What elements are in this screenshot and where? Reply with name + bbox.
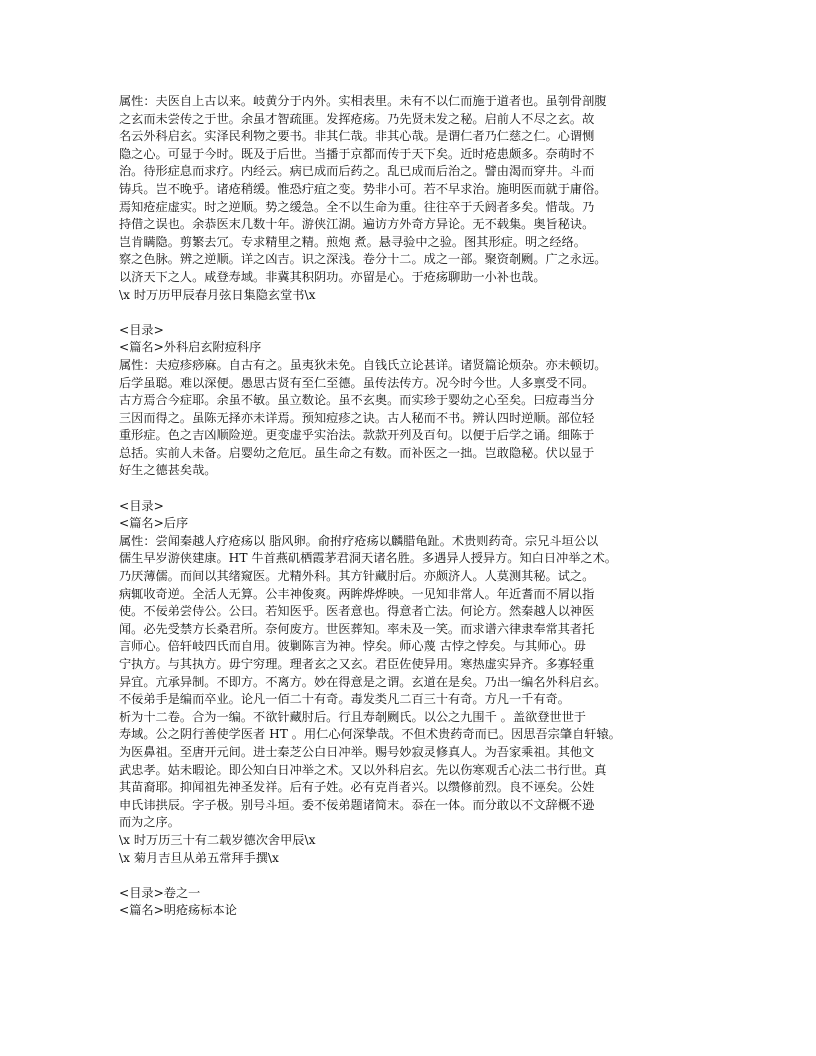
text-line: \x 时万历三十有二载岁德次舍甲辰\x <box>119 832 316 847</box>
text-line: 乃厌薄儒。而间以其绪窥医。尤精外科。其方针藏肘后。亦颇济人。人莫测其秘。试之。 <box>119 569 595 584</box>
text-section <box>119 498 699 867</box>
text-line: 其苗裔耶。抑闻祖先神圣发祥。后有子姓。必有克肖者兴。以缵修前烈。良不诬矣。公姓 <box>119 780 595 795</box>
text-line: 持借之误也。余恭医末几数十年。游侠江湖。遍访方外奇方异论。无不载集。奥旨秘诀。 <box>119 217 595 232</box>
section-gap <box>119 304 699 322</box>
text-line: 病辄收奇逆。全活人无算。公丰神俊爽。两眸烨烨映。一见知非常人。年近耆而不屑以指 <box>119 586 595 601</box>
text-line: 析为十二卷。合为一编。不欲针藏肘后。行且寿剞劂氏。以公之九围千 。盖欲登世世于 <box>119 709 586 724</box>
section-gap <box>119 867 699 885</box>
text-line: 寿域。公之阴行善使学医者 HT 。用仁心何深挚哉。不但术贵药奇而已。因思吾宗肇自轩辕。 <box>119 727 621 742</box>
text-line: 申氏讳拱辰。字子极。别号斗垣。委不佞弟题诸简末。忝在一体。而分敢以不文辞概不逊 <box>119 797 595 812</box>
text-line: <篇名>外科启玄附痘科序 <box>119 340 262 355</box>
text-line: 为医鼻祖。至唐开元间。进士秦芝公白日冲举。赐号妙寂灵修真人。为吾家乘祖。其他文 <box>119 744 595 759</box>
text-line: 古方焉合今症耶。余虽不敏。虽立数论。虽不玄奥。而实珍于婴幼之心至矣。曰痘毒当分 <box>119 393 595 408</box>
text-section <box>119 93 699 304</box>
text-line: 治。待形症息而求疗。内经云。病已成而后药之。乱已成而后治之。譬由渴而穿井。斗而 <box>119 164 595 179</box>
text-section <box>119 885 699 920</box>
section-gap <box>119 480 699 498</box>
text-line: 隐之心。可显于今时。既及于后世。当播于京都而传于天下矣。近时疮患颇多。奈萌时不 <box>119 146 595 161</box>
text-line: 儒生早岁游侠建康。HT 牛首燕矶栖霞茅君洞天诸名胜。多遇异人授异方。知白日冲举之术。 <box>119 551 617 566</box>
text-line: 察之色脉。辨之逆顺。详之凶吉。识之深浅。卷分十二。成之一部。聚资剞劂。广之永远。 <box>119 252 607 267</box>
text-line: 后学虽聪。难以深便。愚思古贤有至仁至德。虽传法传方。况今时今世。人多禀受不同。 <box>119 375 595 390</box>
text-line: 属性：夫医自上古以来。岐黄分于内外。实相表里。未有不以仁而施于道者也。虽刳骨剖腹 <box>119 94 607 108</box>
text-line: 铸兵。岂不晚乎。诸疮稍缓。惟恐疔疽之变。势非小可。若不早求治。施明医而就于庸俗。 <box>119 181 607 196</box>
text-line: 总括。实前人未备。启婴幼之危厄。虽生命之有数。而补医之一拙。岂敢隐秘。伏以显于 <box>119 445 595 460</box>
text-line: 武忠孝。姑未暇论。即公知白日冲举之术。又以外科启玄。先以伤寒观舌心法二书行世。真 <box>119 762 607 777</box>
text-line: <篇名>明疮疡标本论 <box>119 903 237 918</box>
text-section <box>119 322 699 480</box>
text-line: 闻。必先受禁方长桑君所。奈何废方。世医葬知。率未及一笑。而求谱六律隶奉常其者托 <box>119 621 595 636</box>
text-line: 重形症。色之吉凶顺险逆。更变虚乎实治法。款款开列及百句。以便于后学之诵。细陈于 <box>119 428 595 443</box>
text-line: 宁执方。与其执方。毋宁穷理。理者玄之又玄。君臣佐使异用。寒热虚实异齐。多寡轻重 <box>119 657 595 671</box>
text-line: 之玄而未尝传之于世。余虽才智疏匪。发挥疮疡。乃先贤未发之秘。启前人不尽之玄。故 <box>119 111 595 126</box>
text-line: <篇名>后序 <box>119 516 189 531</box>
text-line: <目录>卷之一 <box>119 885 201 900</box>
text-line: 焉知疮症虚实。时之逆顺。势之缓急。全不以生命为重。往往卒于夭阏者多矣。惜哉。乃 <box>119 199 595 214</box>
text-line: 使。不佞弟尝侍公。公曰。若知医乎。医者意也。得意者亡法。何论方。然秦越人以神医 <box>119 604 595 619</box>
text-line: 三因而得之。虽陈无择亦未详焉。预知痘疹之诀。古人秘而不书。辨认四时逆顺。部位轻 <box>119 410 595 425</box>
text-line: 言师心。倍轩岐四氏而自用。彼剿陈言为神。悖矣。师心蔑 古悖之悖矣。与其师心。毋 <box>119 639 586 654</box>
text-line: 岂肯瞒隐。剪繁去冗。专求精里之精。煎炮 煮。悬寻验中之验。图其形症。明之经络。 <box>119 234 586 249</box>
text-line: 以济天下之人。咸登寿域。非冀其积阴功。亦留是心。于疮疡聊助一小补也哉。 <box>119 269 546 284</box>
text-line: \x 菊月吉旦从弟五常拜手撰\x <box>119 850 279 865</box>
text-line: 不佞弟手是编而卒业。论凡一佰二十有奇。毒发类凡二百三十有奇。方凡一千有奇。 <box>119 692 570 707</box>
text-line: 名云外科启玄。实泽民利物之要书。非其仁哉。非其心哉。是谓仁者乃仁慈之仁。心谓恻 <box>119 129 595 144</box>
text-line: 好生之德甚矣哉。 <box>119 463 217 478</box>
text-line: 属性：夫痘疹痧麻。自古有之。虽夷狄未免。自钱氏立论甚详。诸贤篇论烦杂。亦未顿切。 <box>119 357 607 372</box>
text-line: <目录> <box>119 498 164 513</box>
text-line: 异宜。亢承异制。不即方。不离方。妙在得意是之谓。玄道在是矣。乃出一编名外科启玄。 <box>119 674 607 689</box>
text-line: 而为之序。 <box>119 815 180 830</box>
text-line: <目录> <box>119 322 164 337</box>
text-line: 属性：尝闻秦越人疗疮疡以 脂风卵。俞拊疗疮疡以麟腊龟趾。术贵则药奇。宗兄斗垣公以 <box>119 533 599 548</box>
text-line: \x 时万历甲辰春月弦日集隐玄堂书\x <box>119 287 316 302</box>
document-page <box>119 93 699 920</box>
